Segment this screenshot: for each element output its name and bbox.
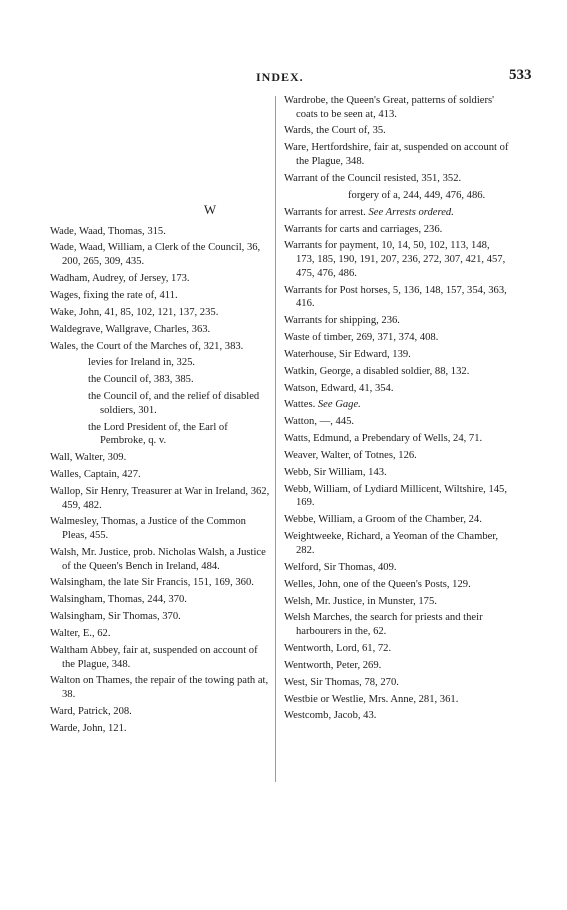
index-entry <box>284 223 510 237</box>
index-entry-text: Westcomb, Jacob, 43. <box>284 710 377 722</box>
index-entry <box>284 189 510 203</box>
index-entry-text: Wattes. <box>284 399 316 411</box>
index-entry-text: West, Sir Thomas, 78, 270. <box>284 676 399 688</box>
see-reference: See Arrests ordered. <box>368 206 454 218</box>
index-entry-text: Webb, Sir William, 143. <box>284 467 387 478</box>
index-entry-text: Warrants for carts and carriages, 236. <box>284 223 443 235</box>
index-entry-text: Warrants for shipping, 236. <box>284 314 400 326</box>
index-entry <box>284 172 510 186</box>
index-entry <box>284 513 510 527</box>
index-entry <box>284 693 510 707</box>
index-entry <box>50 451 270 465</box>
index-entry <box>50 421 270 448</box>
index-entry <box>50 593 270 607</box>
index-entry-text: Wake, John, 41, 85, 102, 121, 137, 235. <box>50 306 219 318</box>
index-entry-text: Welsh, Mr. Justice, in Munster, 175. <box>284 595 437 607</box>
index-entry-text: Ware, Hertfordshire, fair at, suspended on account of the Plague, 348. <box>284 142 509 167</box>
index-entry <box>50 485 270 512</box>
index-entry <box>50 241 270 268</box>
index-entry-text: Wall, Walter, 309. <box>50 452 127 464</box>
index-entry-text: Ward, Patrick, 208. <box>50 705 132 717</box>
index-entry <box>284 94 510 121</box>
index-entry <box>284 284 510 311</box>
index-entry-text: Walsh, Mr. Justice, prob. Nicholas Walsh, a Justice of the Queen's Bench in Ireland, 484. <box>50 546 266 572</box>
index-entry <box>284 206 510 220</box>
index-entry-text: Watkin, George, a disabled soldier, 88, 132. <box>284 365 470 377</box>
index-entry <box>50 306 270 320</box>
index-entry <box>50 272 270 286</box>
index-entry <box>50 610 270 624</box>
index-entry-text: Walsingham, Thomas, 244, 370. <box>50 594 187 606</box>
index-entry <box>284 449 510 463</box>
index-entry-text: levies for Ireland in, 325. <box>88 357 196 369</box>
index-entry <box>50 515 270 542</box>
index-entry-text: Walsingham, Sir Thomas, 370. <box>50 611 181 623</box>
index-entry <box>284 466 510 480</box>
index-entry-text: Warrants for payment, 10, 14, 50, 102, 113, 148, 173, 185, 190, 191, 207, 236, 272, 307, 421, 457, 475, 476, 486. <box>284 240 506 279</box>
index-entry <box>50 390 270 417</box>
index-entry <box>50 644 270 671</box>
index-entry-text: Weightweeke, Richard, a Yeoman of the Chamber, 282. <box>284 531 499 556</box>
index-entry-text: Waldegrave, Wallgrave, Charles, 363. <box>50 323 211 335</box>
index-entry <box>284 398 510 412</box>
index-entry-text: Warrants for arrest. <box>284 206 366 218</box>
index-entry-text: Westbie or Westlie, Mrs. Anne, 281, 361. <box>284 693 459 705</box>
index-entry <box>50 356 270 370</box>
right-entry-list <box>284 94 510 723</box>
index-entry <box>284 483 510 510</box>
index-entry <box>284 415 510 429</box>
left-entry-list <box>50 225 270 736</box>
index-entry <box>284 348 510 362</box>
index-entry-text: Watts, Edmund, a Prebendary of Wells, 24, 71. <box>284 433 483 445</box>
index-entry <box>284 239 510 280</box>
running-header: INDEX. <box>256 70 304 84</box>
index-entry-text: Welles, John, one of the Queen's Posts, 129. <box>284 578 471 590</box>
index-entry <box>50 722 270 736</box>
index-entry-text: Waterhouse, Sir Edward, 139. <box>284 348 411 360</box>
index-entry <box>284 561 510 575</box>
index-entry <box>50 546 270 573</box>
index-entry-text: Wales, the Court of the Marches of, 321, 383. <box>50 340 244 352</box>
index-entry <box>50 468 270 482</box>
index-entry-text: Watton, —, 445. <box>284 416 355 428</box>
index-entry <box>50 289 270 303</box>
index-entry-text: the Council of, 383, 385. <box>88 374 194 386</box>
see-reference: See Gage. <box>317 399 361 411</box>
index-entry-text: Wards, the Court of, 35. <box>284 125 386 137</box>
index-entry-text: the Lord President of, the Earl of Pembroke, q. v. <box>88 421 228 447</box>
index-entry-text: Walter, E., 62. <box>50 628 111 640</box>
index-entry <box>50 340 270 354</box>
index-entry-text: Wallop, Sir Henry, Treasurer at War in Ireland, 362, 459, 482. <box>50 485 270 511</box>
index-entry <box>284 124 510 138</box>
index-entry <box>284 578 510 592</box>
index-entry <box>284 382 510 396</box>
right-column <box>284 94 510 726</box>
index-entry <box>50 323 270 337</box>
index-entry <box>50 705 270 719</box>
index-entry <box>284 314 510 328</box>
index-entry-text: Walles, Captain, 427. <box>50 469 141 481</box>
index-entry-text: Wentworth, Lord, 61, 72. <box>284 642 392 654</box>
index-entry-text: the Council of, and the relief of disabled soldiers, 301. <box>88 391 260 416</box>
index-entry <box>50 225 270 239</box>
index-entry-text: Weaver, Walter, of Totnes, 126. <box>284 450 417 462</box>
left-column <box>50 203 270 739</box>
index-entry-text: Warde, John, 121. <box>50 722 127 734</box>
section-letter: W <box>203 202 217 217</box>
index-entry-text: Warrants for Post horses, 5, 136, 148, 157, 354, 363, 416. <box>284 284 507 310</box>
index-entry-text: Watson, Edward, 41, 354. <box>284 382 394 394</box>
index-entry <box>284 611 510 638</box>
index-entry-text: Wade, Waad, William, a Clerk of the Council, 36, 200, 265, 309, 435. <box>50 242 261 268</box>
index-entry <box>50 576 270 590</box>
index-entry <box>284 709 510 723</box>
index-entry-text: Wade, Waad, Thomas, 315. <box>50 225 166 237</box>
index-entry-text: Wages, fixing the rate of, 411. <box>50 289 178 301</box>
index-entry-text: forgery of a, 244, 449, 476, 486. <box>348 189 486 201</box>
index-entry-text: Wentworth, Peter, 269. <box>284 659 382 671</box>
index-entry-text: Walmesley, Thomas, a Justice of the Common Pleas, 455. <box>50 516 246 542</box>
index-entry <box>50 627 270 641</box>
index-entry <box>284 365 510 379</box>
index-entry-text: Welford, Sir Thomas, 409. <box>284 561 397 573</box>
index-entry <box>284 659 510 673</box>
index-entry <box>284 141 510 168</box>
index-entry-text: Warrant of the Council resisted, 351, 352. <box>284 172 462 184</box>
index-entry-text: Walsingham, the late Sir Francis, 151, 169, 360. <box>50 577 254 589</box>
index-entry-text: Waste of timber, 269, 371, 374, 408. <box>284 331 439 343</box>
index-entry <box>284 642 510 656</box>
index-entry-text: Wadham, Audrey, of Jersey, 173. <box>50 272 190 284</box>
index-entry <box>284 595 510 609</box>
page-number: 533 <box>509 67 532 83</box>
index-entry <box>50 674 270 701</box>
index-entry <box>284 676 510 690</box>
column-divider <box>275 96 276 782</box>
index-entry-text: Webb, William, of Lydiard Millicent, Wiltshire, 145, 169. <box>284 483 507 509</box>
index-entry-text: Webbe, William, a Groom of the Chamber, 24. <box>284 514 482 526</box>
index-entry <box>284 530 510 557</box>
index-entry <box>50 373 270 387</box>
index-entry-text: Welsh Marches, the search for priests and their harbourers in the, 62. <box>284 612 483 638</box>
index-entry-text: Waltham Abbey, fair at, suspended on account of the Plague, 348. <box>50 644 258 670</box>
index-entry <box>284 331 510 345</box>
index-entry-text: Wardrobe, the Queen's Great, patterns of soldiers' coats to be seen at, 413. <box>284 95 495 120</box>
index-entry-text: Walton on Thames, the repair of the towing path at, 38. <box>50 675 269 701</box>
index-entry <box>284 432 510 446</box>
